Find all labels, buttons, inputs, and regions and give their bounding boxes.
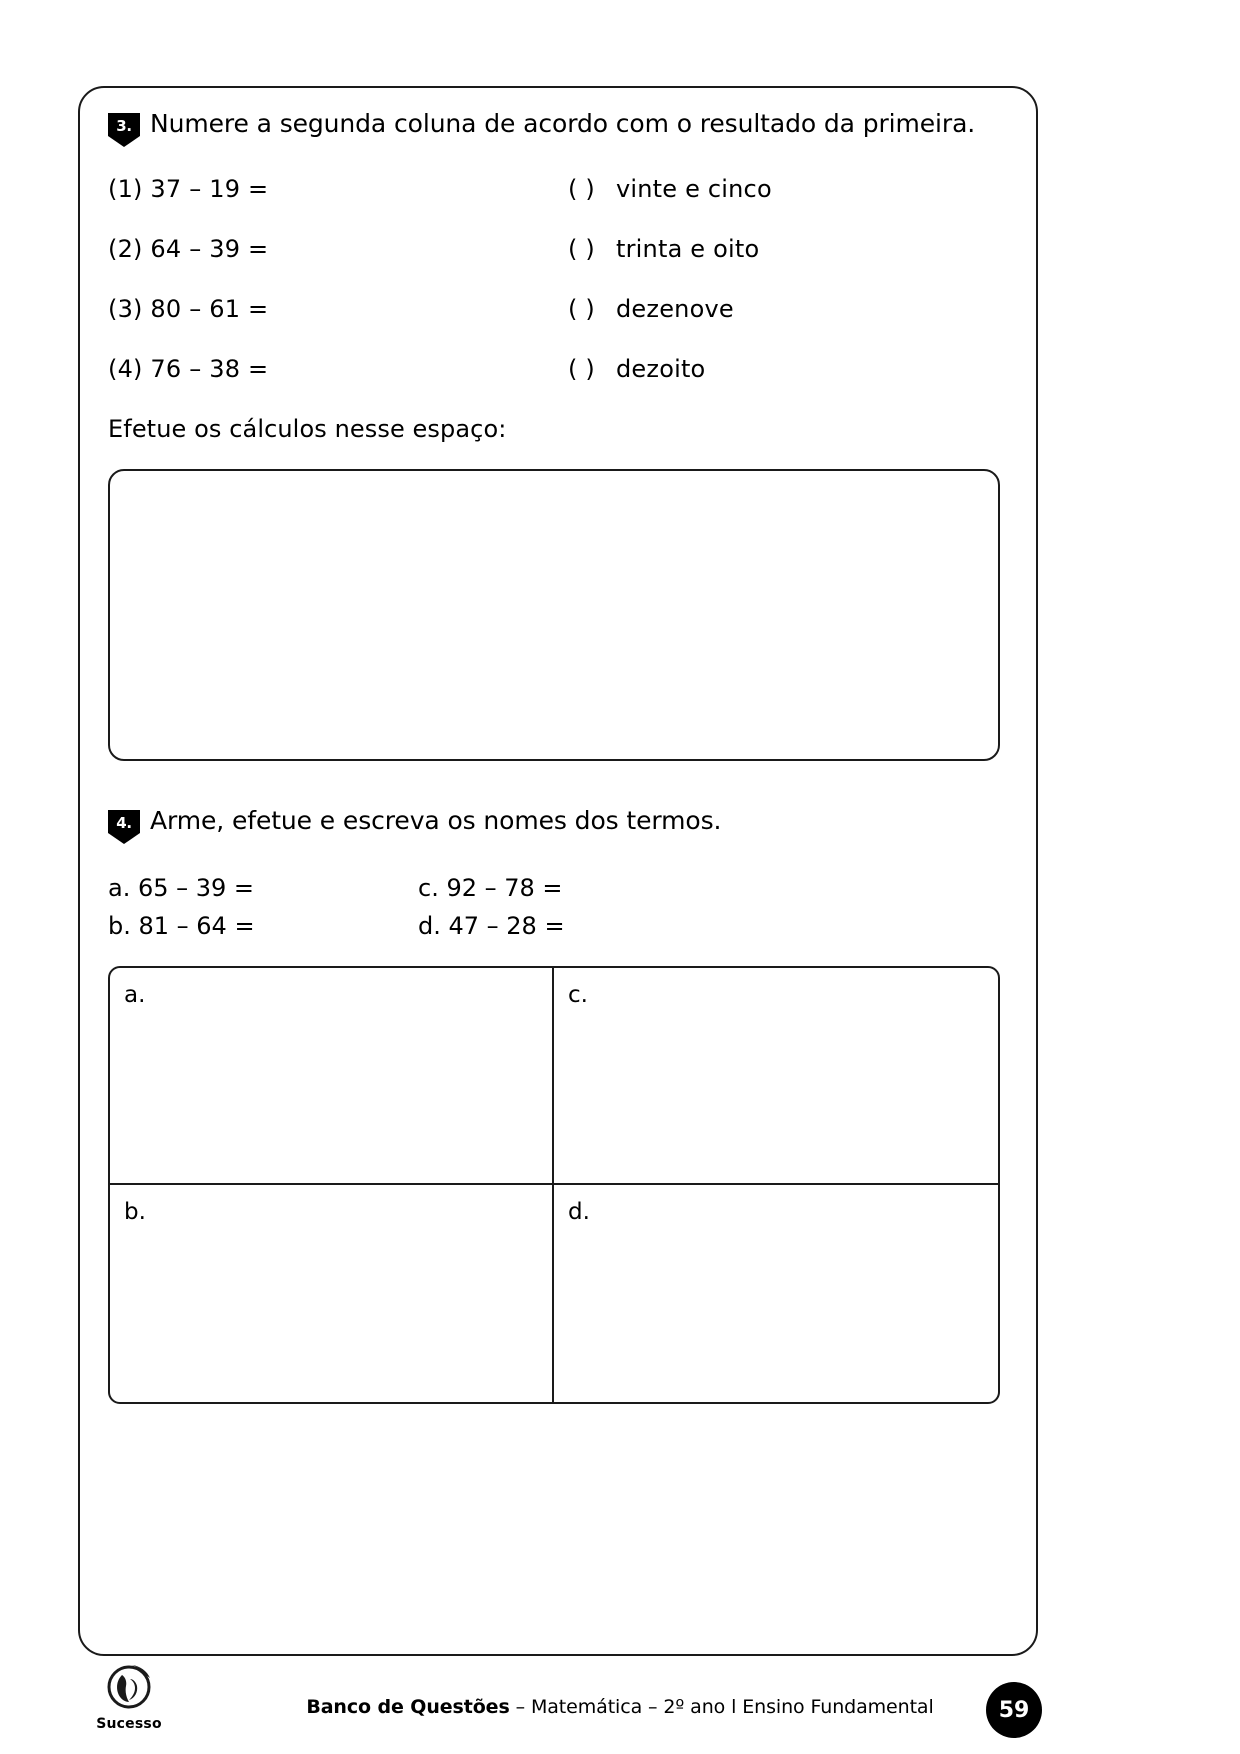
answer-cell-c[interactable]	[554, 968, 998, 1185]
matching-left-expression: (3) 80 – 61 =	[108, 295, 269, 323]
question-4-expressions	[108, 870, 1008, 946]
matching-right-label: dezoito	[616, 355, 706, 383]
answer-cells-grid	[108, 966, 1000, 1404]
answer-cell-label: b.	[124, 1198, 146, 1225]
question-4-block	[108, 807, 1008, 1404]
answer-cell-label: a.	[124, 981, 146, 1008]
expression-b: b. 81 – 64 =	[108, 911, 255, 940]
matching-row	[108, 175, 1008, 203]
question-4-title: Arme, efetue e escreva os nomes dos termos.	[150, 806, 722, 835]
matching-left-expression: (4) 76 – 38 =	[108, 355, 269, 383]
matching-row	[108, 295, 1008, 323]
page-content	[108, 110, 1008, 1404]
matching-column-list	[108, 175, 1008, 383]
matching-right-item[interactable]	[568, 355, 705, 383]
matching-row	[108, 235, 1008, 263]
answer-cell-b[interactable]	[110, 1185, 554, 1402]
expression-d: d. 47 – 28 =	[418, 911, 565, 940]
calculation-instruction: Efetue os cálculos nesse espaço:	[108, 415, 507, 443]
matching-answer-parenthesis[interactable]: ( )	[568, 355, 595, 383]
matching-answer-parenthesis[interactable]: ( )	[568, 175, 595, 203]
question-number-badge-4	[108, 810, 140, 844]
matching-row	[108, 355, 1008, 383]
logo-text: Sucesso	[96, 1716, 162, 1732]
page-footer	[0, 1672, 1240, 1754]
matching-answer-parenthesis[interactable]: ( )	[568, 235, 595, 263]
footer-caption	[0, 1696, 1240, 1718]
answer-cell-d[interactable]	[554, 1185, 998, 1402]
question-number-3: 3.	[116, 117, 132, 135]
answer-cell-label: c.	[568, 981, 588, 1008]
matching-right-label: dezenove	[616, 295, 734, 323]
answer-cell-label: d.	[568, 1198, 590, 1225]
expression-row	[108, 908, 1008, 946]
expression-row	[108, 870, 1008, 908]
matching-left-expression: (2) 64 – 39 =	[108, 235, 269, 263]
question-3-heading	[108, 110, 1008, 147]
answer-cell-a[interactable]	[110, 968, 554, 1185]
matching-right-label: trinta e oito	[616, 235, 760, 263]
matching-left-expression: (1) 37 – 19 =	[108, 175, 269, 203]
matching-right-item[interactable]	[568, 295, 734, 323]
page-number-badge	[986, 1682, 1042, 1738]
question-number-badge-3	[108, 113, 140, 147]
expression-a: a. 65 – 39 =	[108, 874, 255, 902]
question-3-title: Numere a segunda coluna de acordo com o resultado da primeira.	[150, 109, 976, 138]
matching-right-item[interactable]	[568, 175, 772, 203]
expression-c: c. 92 – 78 =	[418, 874, 563, 902]
footer-title-rest: – Matemática – 2º ano l Ensino Fundamental	[509, 1696, 934, 1718]
question-4-heading	[108, 807, 1008, 844]
calculation-work-area[interactable]	[108, 469, 1000, 761]
footer-title-bold: Banco de Questões	[306, 1696, 510, 1718]
matching-right-label: vinte e cinco	[616, 175, 772, 203]
question-number-4: 4.	[116, 814, 132, 832]
matching-right-item[interactable]	[568, 235, 759, 263]
matching-answer-parenthesis[interactable]: ( )	[568, 295, 595, 323]
page-number: 59	[998, 1697, 1030, 1723]
